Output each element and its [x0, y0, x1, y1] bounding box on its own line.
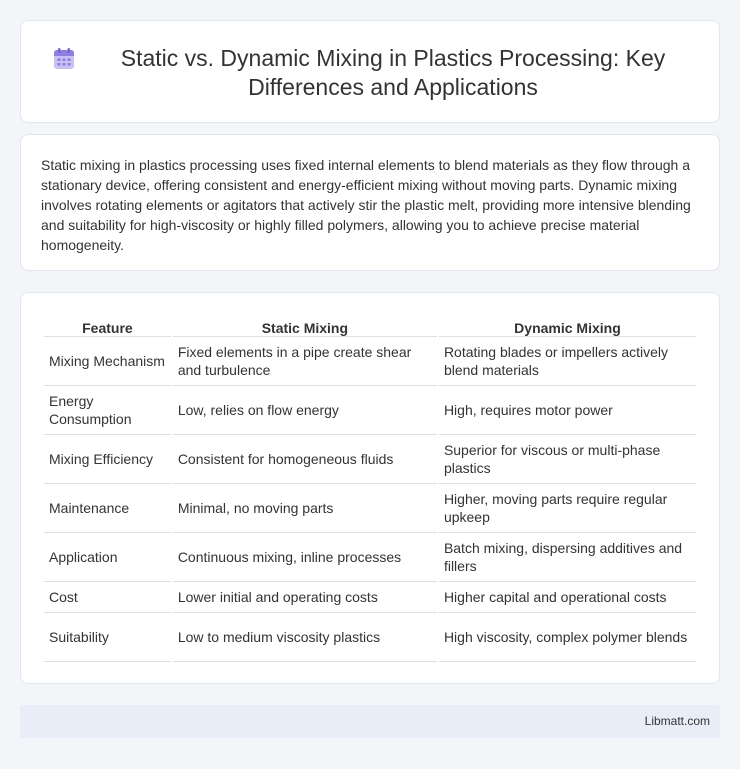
cell-feature: Mixing Efficiency	[44, 435, 171, 484]
comparison-table	[42, 316, 698, 662]
cell-dynamic: Rotating blades or impellers actively blend materials	[439, 337, 696, 386]
cell-dynamic: Higher, moving parts require regular upkeep	[439, 484, 696, 533]
cell-feature: Cost	[44, 582, 171, 613]
footer-site-link[interactable]: Libmatt.com	[644, 714, 710, 728]
cell-feature: Application	[44, 533, 171, 582]
comparison-card	[20, 292, 720, 684]
title-card	[20, 20, 720, 123]
cell-static: Consistent for homogeneous fluids	[173, 435, 437, 484]
table-row	[44, 582, 696, 613]
cell-static: Minimal, no moving parts	[173, 484, 437, 533]
cell-feature: Maintenance	[44, 484, 171, 533]
cell-dynamic: Batch mixing, dispersing additives and fillers	[439, 533, 696, 582]
table-row	[44, 435, 696, 484]
header-dynamic-mixing: Dynamic Mixing	[439, 316, 696, 337]
cell-dynamic: Superior for viscous or multi-phase plastics	[439, 435, 696, 484]
header-feature: Feature	[44, 316, 171, 337]
table-row	[44, 337, 696, 386]
footer-bar	[20, 705, 720, 738]
cell-dynamic: High viscosity, complex polymer blends	[439, 613, 696, 662]
table-header-row	[44, 316, 696, 337]
cell-static: Low to medium viscosity plastics	[173, 613, 437, 662]
cell-static: Low, relies on flow energy	[173, 386, 437, 435]
cell-dynamic: Higher capital and operational costs	[439, 582, 696, 613]
cell-dynamic: High, requires motor power	[439, 386, 696, 435]
cell-static: Continuous mixing, inline processes	[173, 533, 437, 582]
page-title: Static vs. Dynamic Mixing in Plastics Processing: Key Differences and Applications	[120, 45, 666, 100]
table-row	[44, 484, 696, 533]
cell-feature: Suitability	[44, 613, 171, 662]
intro-paragraph: Static mixing in plastics processing uses fixed internal elements to blend materials as they flow through a stationary device, offering consistent and energy-efficient mixing without moving parts. Dynamic mixing involves rotating elements or agitators that actively stir the plastic melt, providing more intensive blending and suitability for high-viscosity or highly filled polymers, allowing you to achieve precise material homogeneity.	[41, 157, 691, 253]
calendar-icon	[51, 46, 77, 72]
cell-feature: Mixing Mechanism	[44, 337, 171, 386]
cell-static: Fixed elements in a pipe create shear and turbulence	[173, 337, 437, 386]
table-row	[44, 386, 696, 435]
table-row	[44, 533, 696, 582]
table-row	[44, 613, 696, 662]
cell-static: Lower initial and operating costs	[173, 582, 437, 613]
header-static-mixing: Static Mixing	[173, 316, 437, 337]
cell-feature: Energy Consumption	[44, 386, 171, 435]
intro-card	[20, 134, 720, 271]
